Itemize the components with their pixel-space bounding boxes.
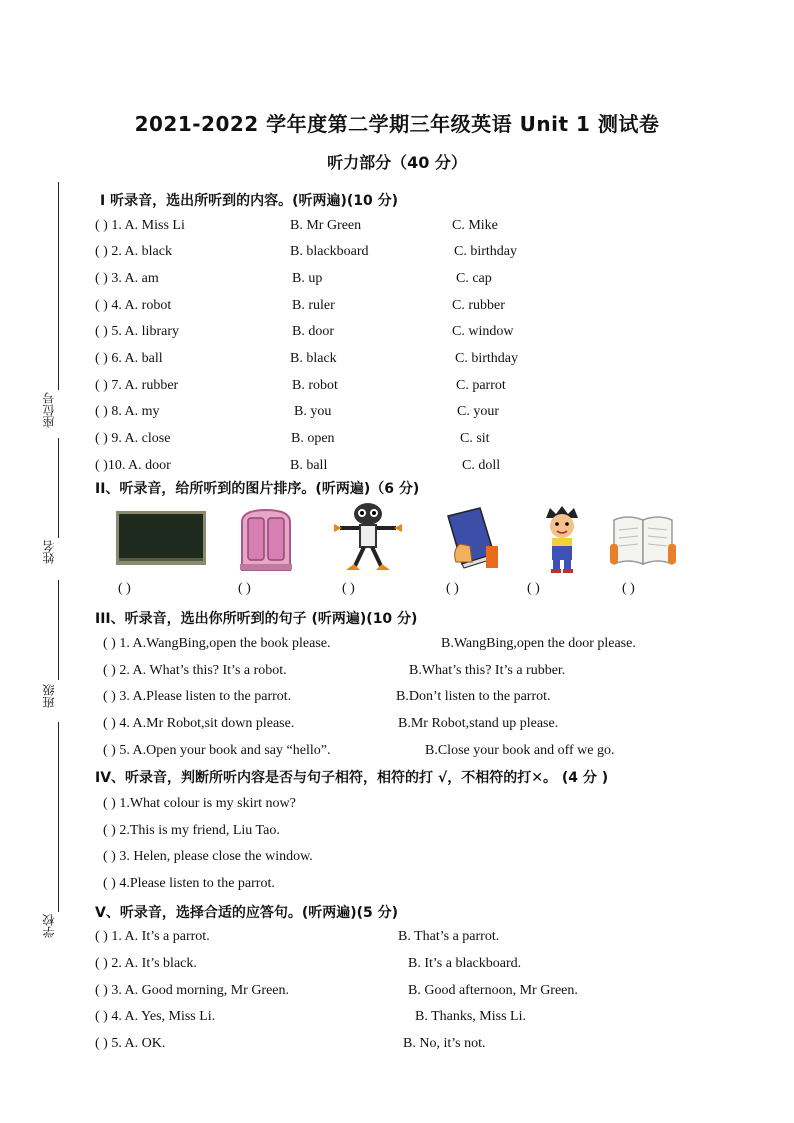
seat-number-label: 座位号 — [42, 392, 56, 428]
s4-q1: ( ) 1.What colour is my skirt now? — [103, 796, 296, 811]
pic2-bracket: ( ) — [238, 581, 251, 596]
section2-heading: II、听录音，给所听到的图片排序。(听两遍)（6 分) — [95, 481, 420, 497]
s5-q2-a: ( ) 2. A. It’s black. — [95, 956, 197, 971]
s1-q10-b: B. ball — [290, 458, 328, 473]
s5-q5-b: B. No, it’s not. — [403, 1036, 486, 1051]
binding-line — [58, 438, 59, 538]
book-picture — [442, 506, 502, 570]
boy-picture — [538, 504, 586, 574]
robot-picture — [330, 500, 406, 576]
s1-q2-b: B. blackboard — [290, 244, 369, 259]
section3-heading: III、听录音，选出你所听到的句子 (听两遍)(10 分) — [95, 611, 418, 627]
s3-q4-a: ( ) 4. A.Mr Robot,sit down please. — [103, 716, 295, 731]
s1-q1-c: C. Mike — [452, 218, 498, 233]
s1-q6: ( ) 6. A. ball — [95, 351, 163, 366]
s4-q2: ( ) 2.This is my friend, Liu Tao. — [103, 823, 280, 838]
s3-q3-b: B.Don’t listen to the parrot. — [396, 689, 551, 704]
s1-q5: ( ) 5. A. library — [95, 324, 179, 339]
section1-heading: I 听录音，选出所听到的内容。(听两遍)(10 分) — [100, 193, 399, 209]
s1-q1-b: B. Mr Green — [290, 218, 362, 233]
s3-q2-b: B.What’s this? It’s a rubber. — [409, 663, 566, 678]
s1-q8-c: C. your — [457, 404, 499, 419]
pic3-bracket: ( ) — [342, 581, 355, 596]
section5-heading: V、听录音，选择合适的应答句。(听两遍)(5 分) — [95, 905, 399, 921]
binding-line — [58, 182, 59, 390]
s5-q1-a: ( ) 1. A. It’s a parrot. — [95, 929, 210, 944]
s1-q3-b: B. up — [292, 271, 323, 286]
s1-q5-c: C. window — [452, 324, 514, 339]
s3-q4-b: B.Mr Robot,stand up please. — [398, 716, 559, 731]
s3-q1-b: B.WangBing,open the door please. — [441, 636, 636, 651]
s5-q4-b: B. Thanks, Miss Li. — [415, 1009, 526, 1024]
window-picture — [236, 508, 296, 572]
pic4-bracket: ( ) — [446, 581, 459, 596]
s1-q4: ( ) 4. A. robot — [95, 298, 172, 313]
s1-q2: ( ) 2. A. black — [95, 244, 172, 259]
pic1-bracket: ( ) — [118, 581, 131, 596]
s4-q3: ( ) 3. Helen, please close the window. — [103, 849, 313, 864]
s3-q5-b: B.Close your book and off we go. — [425, 743, 615, 758]
s1-q1: ( ) 1. A. Miss Li — [95, 218, 185, 233]
open-book-picture — [610, 512, 676, 570]
s1-q4-c: C. rubber — [452, 298, 505, 313]
s3-q5-a: ( ) 5. A.Open your book and say “hello”. — [103, 743, 331, 758]
s1-q10: ( )10. A. door — [95, 458, 171, 473]
s3-q2-a: ( ) 2. A. What’s this? It’s a robot. — [103, 663, 287, 678]
pic5-bracket: ( ) — [527, 581, 540, 596]
s5-q2-b: B. It’s a blackboard. — [408, 956, 522, 971]
s1-q9-b: B. open — [291, 431, 335, 446]
page-title: 2021-2022 学年度第二学期三年级英语 Unit 1 测试卷 — [134, 112, 660, 136]
binding-line — [58, 722, 59, 912]
s1-q10-c: C. doll — [462, 458, 501, 473]
class-label: 班级 — [42, 684, 56, 708]
blackboard-picture — [115, 510, 207, 566]
s1-q2-c: C. birthday — [454, 244, 517, 259]
binding-line — [58, 580, 59, 680]
s5-q1-b: B. That’s a parrot. — [398, 929, 500, 944]
s4-q4: ( ) 4.Please listen to the parrot. — [103, 876, 275, 891]
s5-q3-b: B. Good afternoon, Mr Green. — [408, 983, 578, 998]
s5-q5-a: ( ) 5. A. OK. — [95, 1036, 166, 1051]
name-label: 姓名 — [42, 540, 56, 564]
s1-q3-c: C. cap — [456, 271, 492, 286]
s1-q7-c: C. parrot — [456, 378, 506, 393]
s1-q7: ( ) 7. A. rubber — [95, 378, 179, 393]
s1-q3: ( ) 3. A. am — [95, 271, 159, 286]
s1-q4-b: B. ruler — [292, 298, 335, 313]
s1-q7-b: B. robot — [292, 378, 338, 393]
section4-heading: IV、听录音，判断所听内容是否与句子相符，相符的打 √，不相符的打✕。 (4 分 ) — [95, 770, 609, 786]
s1-q9: ( ) 9. A. close — [95, 431, 171, 446]
s1-q5-b: B. door — [292, 324, 334, 339]
s3-q3-a: ( ) 3. A.Please listen to the parrot. — [103, 689, 292, 704]
s5-q4-a: ( ) 4. A. Yes, Miss Li. — [95, 1009, 216, 1024]
s1-q6-b: B. black — [290, 351, 337, 366]
pic6-bracket: ( ) — [622, 581, 635, 596]
s1-q8: ( ) 8. A. my — [95, 404, 160, 419]
s1-q9-c: C. sit — [460, 431, 490, 446]
s1-q6-c: C. birthday — [455, 351, 518, 366]
s1-q8-b: B. you — [294, 404, 332, 419]
s5-q3-a: ( ) 3. A. Good morning, Mr Green. — [95, 983, 290, 998]
school-label: 学校 — [42, 914, 56, 938]
page-subtitle: 听力部分（40 分） — [327, 153, 467, 172]
s3-q1-a: ( ) 1. A.WangBing,open the book please. — [103, 636, 331, 651]
